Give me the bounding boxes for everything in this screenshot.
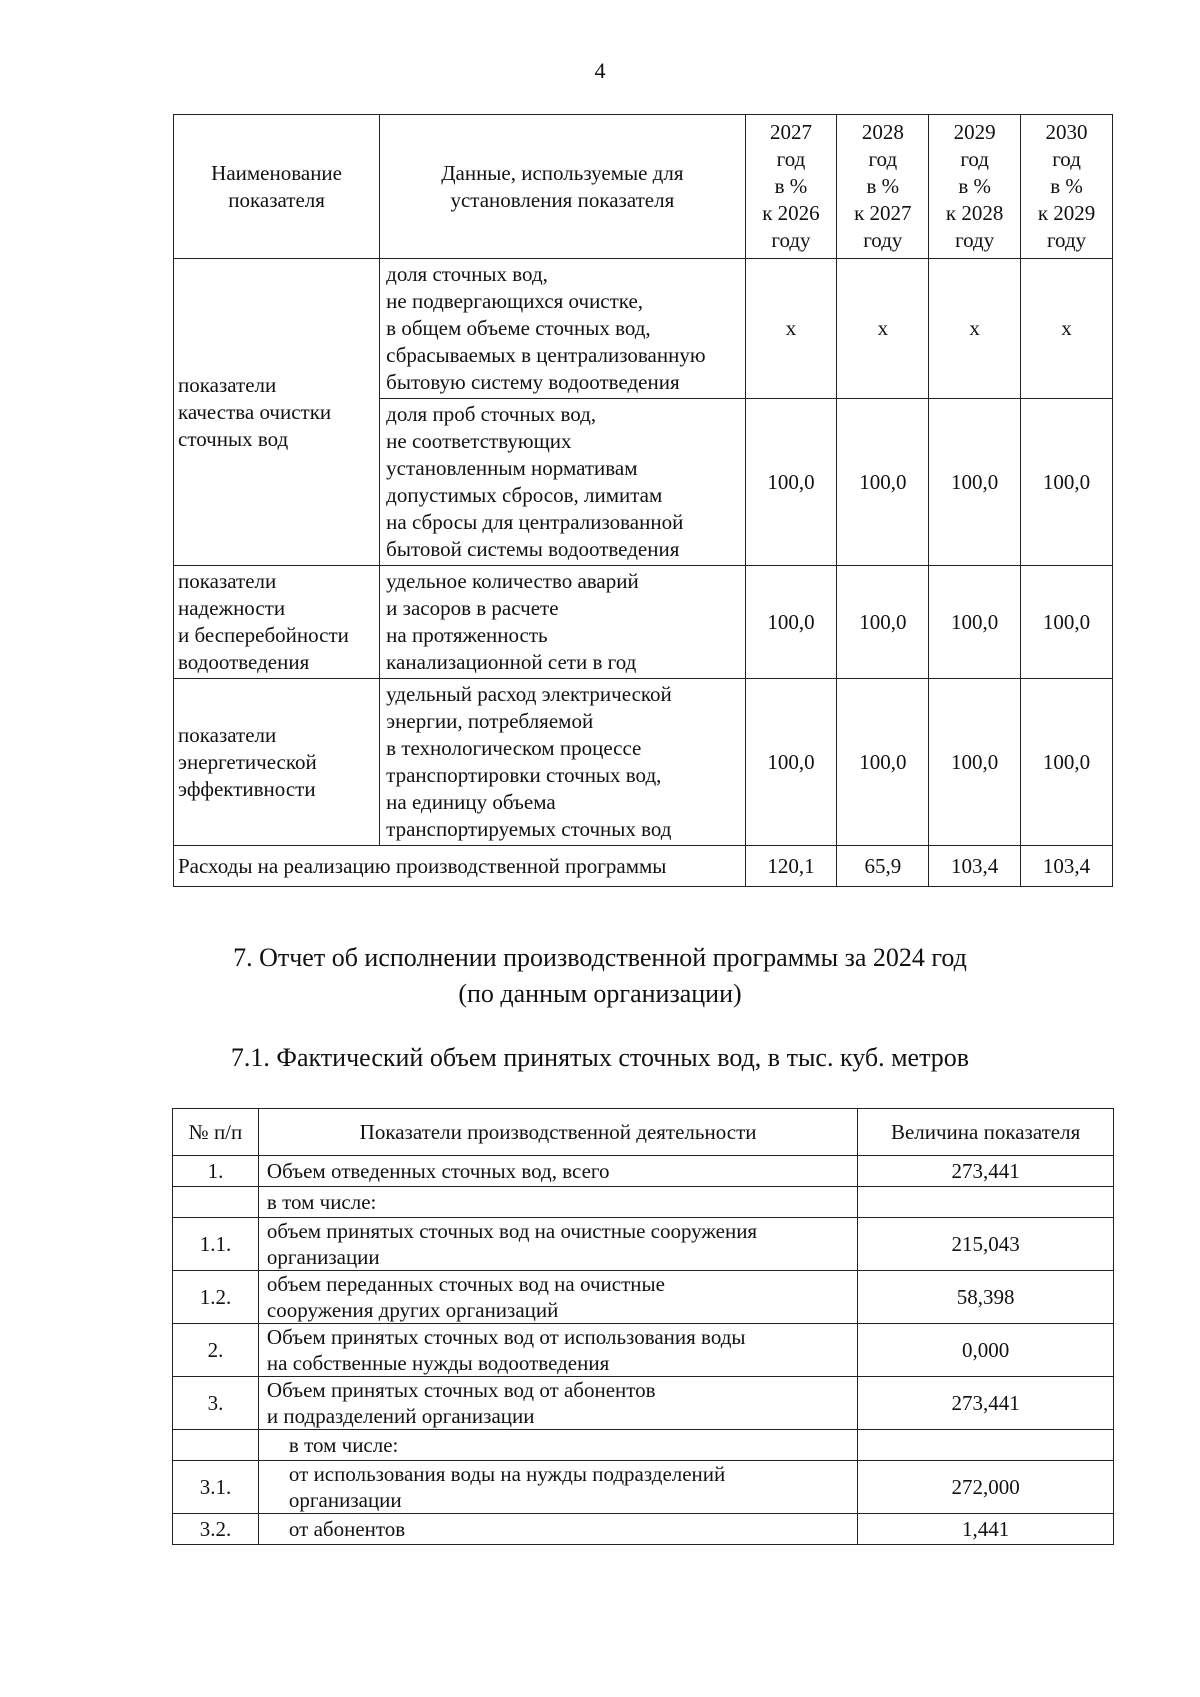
value-cell: 103,4 [929, 846, 1021, 887]
section-7-heading [0, 940, 1200, 1012]
table-row [173, 1377, 1114, 1430]
header-year-2030 [1021, 115, 1113, 259]
text-line: энергии, потребляемой [386, 709, 594, 733]
text-line: не соответствующих [386, 429, 572, 453]
table-row [173, 1461, 1114, 1514]
row-number: 1. [173, 1156, 259, 1187]
header-indicator-data: Данные, используемые для установления показателя [380, 115, 745, 259]
table-row [173, 1324, 1114, 1377]
group-name-quality [174, 259, 380, 566]
text-line: сбрасываемых в централизованную [386, 343, 706, 367]
header-number: № п/п [173, 1109, 259, 1156]
row-number: 3.1. [173, 1461, 259, 1514]
row-number: 3. [173, 1377, 259, 1430]
text-line: Объем отведенных сточных вод, всего [266, 1159, 610, 1183]
text-line: сточных вод [178, 426, 289, 451]
text-line: показатели [178, 372, 277, 397]
table-row [174, 679, 1113, 846]
header-indicator-name: Наименование показателя [174, 115, 380, 259]
value-cell: 103,4 [1021, 846, 1113, 887]
text-line: установленным нормативам [386, 456, 638, 480]
text-line: год [776, 147, 806, 171]
text-line: Объем принятых сточных вод от абонентов [266, 1378, 656, 1402]
value-cell: 100,0 [837, 679, 929, 846]
text-line: организации [266, 1245, 380, 1269]
text-line: году [955, 228, 995, 252]
header-year-2027 [745, 115, 837, 259]
wastewater-table-header [173, 1109, 1114, 1156]
row-number: 3.2. [173, 1514, 259, 1545]
header-year-2029 [929, 115, 1021, 259]
table-row [174, 566, 1113, 679]
header-year-2028 [837, 115, 929, 259]
table-row [173, 1514, 1114, 1545]
text-line: на единицу объема [386, 790, 556, 814]
row-number: 2. [173, 1324, 259, 1377]
row-indicator [258, 1514, 857, 1545]
text-line: в % [866, 174, 900, 198]
value-cell: 100,0 [745, 399, 837, 566]
indicator-data [380, 679, 745, 846]
row-value [858, 1430, 1114, 1461]
text-line: год [960, 147, 989, 171]
indicators-table-header [174, 115, 1113, 259]
group-name-reliability [174, 566, 380, 679]
indicator-data [380, 566, 745, 679]
text-line: 2030 [1045, 120, 1088, 144]
text-line: объем принятых сточных вод на очистные сооружения [266, 1219, 758, 1243]
value-cell: 65,9 [837, 846, 929, 887]
text-line: эффективности [178, 776, 316, 801]
row-number: 1.1. [173, 1218, 259, 1271]
text-line: в % [1050, 174, 1083, 198]
text-line: 2029 [953, 120, 996, 144]
text-line: на собственные нужды водоотведения [266, 1351, 610, 1375]
row-indicator [258, 1377, 857, 1430]
table-row [174, 259, 1113, 399]
value-cell: 100,0 [837, 399, 929, 566]
text-line: доля проб сточных вод, [386, 402, 597, 426]
text-line: к 2027 [854, 201, 912, 225]
text-line: на сбросы для централизованной [386, 510, 684, 534]
row-value [858, 1187, 1114, 1218]
text-line: водоотведения [178, 650, 310, 674]
row-number: 1.2. [173, 1271, 259, 1324]
value-cell: 100,0 [1021, 566, 1113, 679]
text-line: к 2026 [762, 201, 820, 225]
row-indicator [258, 1187, 857, 1218]
text-line: надежности [178, 596, 286, 620]
text-line: бытовую систему водоотведения [386, 370, 680, 394]
indicator-data [380, 399, 745, 566]
text-line: качества очистки [178, 399, 332, 424]
header-indicator: Показатели производственной деятельности [258, 1109, 857, 1156]
text-line: и бесперебойности [178, 623, 349, 647]
page-number: 4 [594, 58, 606, 83]
indicator-data [380, 259, 745, 399]
section-7-title-line2: (по данным организации) [458, 979, 742, 1008]
text-line: удельный расход электрической [386, 682, 672, 706]
text-line: Объем принятых сточных вод от использования воды [266, 1325, 746, 1349]
text-line: объем переданных сточных вод на очистные [266, 1272, 665, 1296]
text-line: канализационной сети в год [386, 650, 637, 674]
value-cell: 100,0 [929, 399, 1021, 566]
text-line: показатели [178, 722, 277, 747]
text-line: и засоров в расчете [386, 596, 559, 620]
text-line: в общем объеме сточных вод, [386, 316, 651, 340]
text-line: 2028 [861, 120, 904, 144]
text-line: удельное количество аварий [386, 569, 639, 593]
text-line: в % [774, 174, 808, 198]
section-7-title-line1: 7. Отчет об исполнении производственной программы за 2024 год [233, 943, 967, 972]
value-cell: 100,0 [837, 566, 929, 679]
text-line: в том числе: [288, 1433, 399, 1457]
text-line: год [1052, 147, 1081, 171]
row-indicator [258, 1430, 857, 1461]
section-7-1-heading: 7.1. Фактический объем принятых сточных вод, в тыс. куб. метров [230, 1043, 970, 1072]
row-indicator [258, 1156, 857, 1187]
value-cell: 100,0 [745, 566, 837, 679]
text-line: к 2028 [945, 201, 1004, 225]
costs-row [174, 846, 1113, 887]
text-line: к 2029 [1037, 201, 1096, 225]
text-line: на протяженность [386, 623, 548, 647]
text-line: энергетической [178, 749, 317, 774]
row-indicator [258, 1271, 857, 1324]
text-line: не подвергающихся очистке, [386, 289, 644, 313]
table-row [173, 1187, 1114, 1218]
row-value: 1,441 [858, 1514, 1114, 1545]
row-value: 272,000 [858, 1461, 1114, 1514]
text-line: допустимых сбросов, лимитам [386, 483, 663, 507]
table-row [173, 1218, 1114, 1271]
row-value: 273,441 [858, 1156, 1114, 1187]
text-line: транспортировки сточных вод, [386, 763, 662, 787]
indicators-table [173, 114, 1113, 887]
table-row [173, 1271, 1114, 1324]
row-value: 0,000 [858, 1324, 1114, 1377]
text-line: сооружения других организаций [266, 1298, 559, 1322]
value-cell: х [745, 259, 837, 399]
value-cell: 100,0 [1021, 399, 1113, 566]
value-cell: 100,0 [1021, 679, 1113, 846]
text-line: бытовой системы водоотведения [386, 537, 680, 561]
text-line: в том числе: [266, 1190, 377, 1214]
text-line: в технологическом процессе [386, 736, 642, 760]
value-cell: х [837, 259, 929, 399]
text-line: доля сточных вод, [386, 262, 548, 286]
header-value: Величина показателя [858, 1109, 1114, 1156]
value-cell: 100,0 [745, 679, 837, 846]
value-cell: 100,0 [929, 566, 1021, 679]
text-line: показатели [178, 569, 277, 593]
text-line: 2027 [769, 120, 812, 144]
value-cell: х [929, 259, 1021, 399]
row-number [173, 1430, 259, 1461]
row-indicator [258, 1218, 857, 1271]
value-cell: 100,0 [929, 679, 1021, 846]
row-value: 273,441 [858, 1377, 1114, 1430]
text-line: году [1046, 228, 1087, 252]
value-cell: 120,1 [745, 846, 837, 887]
row-indicator [258, 1324, 857, 1377]
row-indicator [258, 1461, 857, 1514]
text-line: транспортируемых сточных вод [386, 817, 672, 841]
text-line: году [863, 228, 903, 252]
text-line: год [868, 147, 898, 171]
table-row [173, 1156, 1114, 1187]
group-name-energy [174, 679, 380, 846]
text-line: организации [288, 1488, 402, 1512]
value-cell: х [1021, 259, 1113, 399]
text-line: и подразделений организации [266, 1404, 535, 1428]
row-value: 215,043 [858, 1218, 1114, 1271]
table-row [173, 1430, 1114, 1461]
row-value: 58,398 [858, 1271, 1114, 1324]
text-line: в % [958, 174, 991, 198]
text-line: от использования воды на нужды подразделений [288, 1462, 726, 1486]
wastewater-volume-table [172, 1108, 1114, 1545]
text-line: году [771, 228, 811, 252]
text-line: от абонентов [288, 1517, 406, 1541]
costs-label: Расходы на реализацию производственной программы [174, 846, 746, 887]
row-number [173, 1187, 259, 1218]
